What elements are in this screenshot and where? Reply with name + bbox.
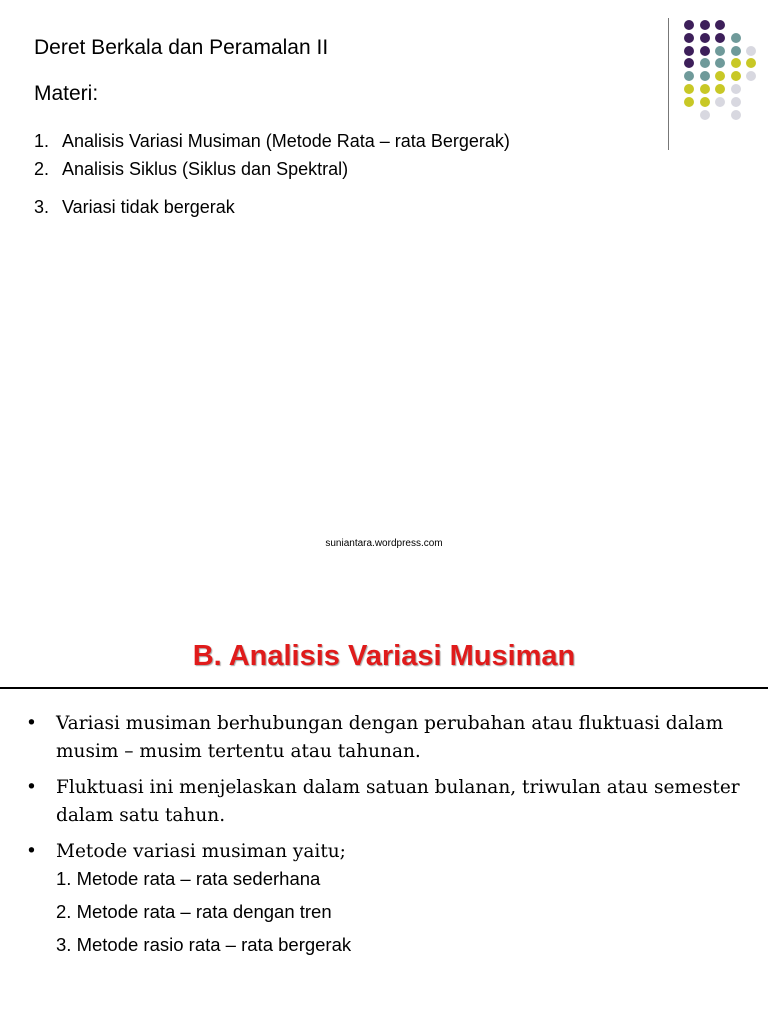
decor-dot [700, 33, 710, 43]
decor-dot [731, 33, 741, 43]
slide-variasi-musiman [0, 614, 768, 1024]
method-list [56, 868, 351, 967]
decor-dot [731, 71, 741, 81]
list-item-number: 1. [34, 131, 50, 151]
bullet-text: Fluktuasi ini menjelaskan dalam satuan bulanan, triwulan atau semester dalam satu tahun. [56, 777, 740, 826]
bullet-text: Metode variasi musiman yaitu; [56, 841, 346, 862]
decor-dot [731, 84, 741, 94]
decor-dot [684, 97, 694, 107]
decor-dot [684, 20, 694, 30]
decor-dot [731, 97, 741, 107]
decor-dot [700, 110, 710, 120]
footer-url: suniantara.wordpress.com [325, 538, 443, 549]
decor-dot [684, 33, 694, 43]
slide-title: B. Analisis Variasi Musiman [192, 640, 576, 672]
decor-dot [684, 46, 694, 56]
decor-dot [715, 33, 725, 43]
method-item: 2. Metode rata – rata dengan tren [56, 901, 332, 922]
decor-dot [715, 20, 725, 30]
decor-dot [700, 84, 710, 94]
materi-list [34, 131, 510, 225]
list-item-number: 2. [34, 159, 50, 179]
decor-dot [700, 97, 710, 107]
decor-dot [684, 84, 694, 94]
slide-title: Deret Berkala dan Peramalan II [34, 36, 329, 59]
decor-dot [715, 97, 725, 107]
decor-dot [715, 71, 725, 81]
list-item-number: 3. [34, 197, 50, 217]
bullet-item [26, 710, 746, 766]
bullet-item [26, 838, 746, 866]
decor-dot [746, 58, 756, 68]
slide-subtitle: Materi: [34, 82, 99, 105]
list-item-text: Variasi tidak bergerak [62, 197, 235, 217]
bullet-item [26, 774, 746, 830]
method-item: 3. Metode rasio rata – rata bergerak [56, 934, 352, 955]
title-divider [0, 687, 768, 689]
decor-dot [715, 46, 725, 56]
decor-divider [668, 18, 669, 150]
bullet-list [26, 710, 746, 874]
decor-dot [700, 46, 710, 56]
decor-dot [700, 71, 710, 81]
list-item [34, 159, 510, 187]
decor-dot [746, 46, 756, 56]
bullet-icon: • [26, 777, 37, 798]
decor-dot [715, 84, 725, 94]
decor-dot [700, 58, 710, 68]
method-item: 1. Metode rata – rata sederhana [56, 868, 321, 889]
decor-dot [715, 58, 725, 68]
decor-dot [684, 58, 694, 68]
decor-dot [684, 71, 694, 81]
decor-dot [731, 110, 741, 120]
decor-dot [731, 46, 741, 56]
decor-dot [700, 20, 710, 30]
decor-dot [746, 71, 756, 81]
bullet-icon: • [26, 841, 37, 862]
decor-dot [731, 58, 741, 68]
bullet-icon: • [26, 713, 37, 734]
list-item-text: Analisis Siklus (Siklus dan Spektral) [62, 159, 349, 179]
list-item [34, 197, 510, 225]
list-item [34, 131, 510, 159]
bullet-text: Variasi musiman berhubungan dengan perubahan atau fluktuasi dalam musim – musim tertentu atau tahunan. [56, 713, 724, 762]
list-item-text: Analisis Variasi Musiman (Metode Rata – rata Bergerak) [62, 131, 510, 151]
